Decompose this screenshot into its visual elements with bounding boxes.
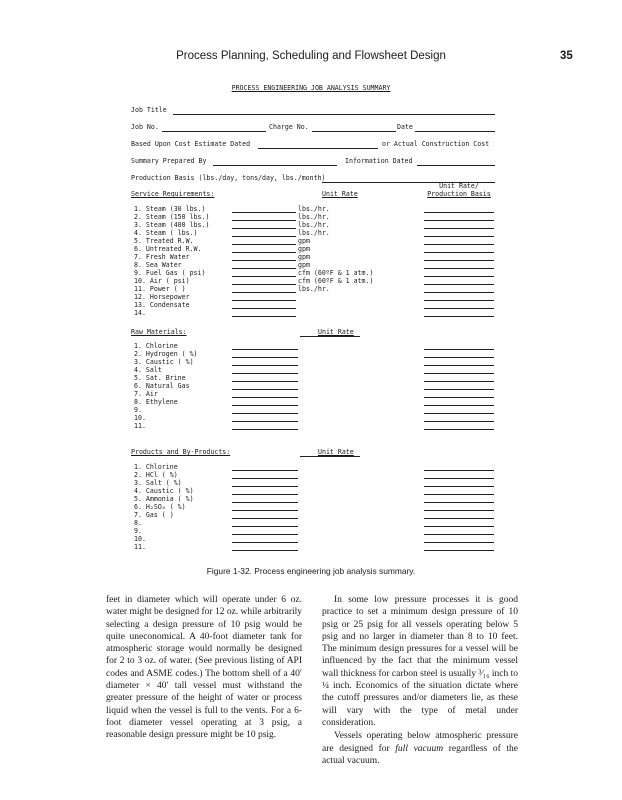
or-actual-label: or Actual Construction Cost (382, 140, 490, 148)
product-basis-line (424, 518, 494, 519)
list-item: 4. Steam ( lbs.) (134, 229, 198, 237)
raw-value-line (232, 349, 298, 350)
text-run: Vessels operating below atmospheric pressure are designed for (322, 731, 518, 754)
running-header: Process Planning, Scheduling and Flowsheet Design (176, 50, 446, 62)
list-item: 5. Ammonia ( %) (134, 495, 194, 503)
raw-value-line (232, 397, 298, 398)
service-value-line (232, 276, 296, 277)
production-basis-line (424, 252, 494, 253)
list-item: 1. Steam (30 lbs.) (134, 205, 206, 213)
list-item: 8. Sea Water (134, 261, 182, 269)
date-label: Date (397, 123, 413, 131)
product-value-line (232, 550, 298, 551)
production-basis-line (424, 260, 494, 261)
raw-value-line (232, 413, 298, 414)
product-value-line (232, 518, 298, 519)
form-title: PROCESS ENGINEERING JOB ANALYSIS SUMMARY (231, 84, 391, 92)
product-value-line (232, 486, 298, 487)
raw-basis-line (424, 373, 494, 374)
unit-label: lbs./hr. (298, 221, 330, 229)
list-item: 5. Treated R.W. (134, 237, 194, 245)
unit-label: gpm (298, 253, 310, 261)
list-item: 4. Caustic ( %) (134, 487, 194, 495)
raw-value-line (232, 357, 298, 358)
raw-value-line (232, 405, 298, 406)
product-basis-line (424, 542, 494, 543)
production-basis-label: Production Basis (lbs./day, tons/day, lbs./month) (131, 174, 326, 182)
list-item: 6. H₂SO₄ ( %) (134, 503, 186, 511)
service-value-line (232, 260, 296, 261)
product-basis-line (424, 486, 494, 487)
product-value-line (232, 470, 298, 471)
products-items-list (134, 463, 234, 551)
product-value-line (232, 502, 298, 503)
production-basis-line (424, 284, 494, 285)
production-basis-line (424, 212, 494, 213)
list-item: 14. (134, 309, 146, 317)
list-item: 3. Caustic ( %) (134, 358, 194, 366)
service-value-line (232, 292, 296, 293)
list-item: 3. Salt ( %) (134, 479, 182, 487)
job-title-label: Job Title (131, 106, 167, 114)
paragraph: In some low pressure processes it is good practice to set a minimum design pressure of 10 psig or 25 psig for all vessels operating below 5 psig and no larger in diameter than 8 to 10 feet. The minimum design pressures for a vessel will be influenced by the fact that the minimum vessel wall thickness for carbon steel is usually ³⁄₁₆ inch to ¼ inch. Economics of the situation dictate where the cutoff pressures and/or diameters lie, as these will vary with the type of metal under consideration. (322, 595, 519, 728)
production-basis-line (424, 300, 494, 301)
based-upon-line (258, 148, 378, 149)
figure-caption: Figure 1-32. Process engineering job analysis summary. (206, 566, 416, 576)
list-item: 10. (134, 414, 146, 422)
unit-label: lbs./hr. (298, 229, 330, 237)
raw-basis-line (424, 389, 494, 390)
job-title-line (173, 114, 495, 115)
list-item: 1. Chlorine (134, 463, 178, 471)
list-item: 3. Steam (400 lbs.) (134, 221, 210, 229)
product-basis-line (424, 550, 494, 551)
list-item: 5. Sat. Brine (134, 374, 186, 382)
list-item: 4. Salt (134, 366, 162, 374)
service-requirements-heading: Service Requirements: (131, 190, 215, 198)
service-value-line (232, 252, 296, 253)
raw-basis-line (424, 413, 494, 414)
products-heading: Products and By-Products: (131, 448, 231, 456)
list-item: 6. Natural Gas (134, 382, 190, 390)
date-line (415, 131, 495, 132)
service-value-line (232, 244, 296, 245)
unit-label: lbs./hr. (298, 213, 330, 221)
production-basis-line (424, 292, 494, 293)
charge-no-label: Charge No. (269, 123, 309, 131)
service-value-line (232, 284, 296, 285)
unit-label: lbs./hr. (298, 285, 330, 293)
service-value-line (232, 268, 296, 269)
list-item: 2. Hydrogen ( %) (134, 350, 198, 358)
service-value-line (232, 300, 296, 301)
raw-basis-line (424, 397, 494, 398)
raw-basis-line (424, 357, 494, 358)
left-column-text (106, 594, 302, 742)
raw-value-line (232, 389, 298, 390)
summary-by-line (213, 165, 337, 166)
list-item: 11. (134, 543, 146, 551)
list-item: 9. (134, 406, 142, 414)
production-basis-line (424, 276, 494, 277)
charge-no-line (312, 131, 396, 132)
product-value-line (232, 478, 298, 479)
product-value-line (232, 494, 298, 495)
raw-value-line (232, 421, 298, 422)
production-basis-line (424, 236, 494, 237)
product-value-line (232, 510, 298, 511)
job-no-label: Job No. (131, 123, 159, 131)
products-unit-rate-underline (300, 456, 360, 457)
raw-basis-line (424, 365, 494, 366)
product-basis-line (424, 478, 494, 479)
summary-by-label: Summary Prepared By (131, 157, 207, 165)
list-item: 7. Gas ( ) (134, 511, 174, 519)
product-basis-line (424, 494, 494, 495)
text-run: regardless of the actual vacuum. (322, 743, 518, 766)
list-item: 13. Condensate (134, 301, 190, 309)
unit-label: cfm (60ºF & 1 atm.) (298, 269, 374, 277)
list-item: 9. (134, 527, 142, 535)
list-item: 6. Untreated R.W. (134, 245, 202, 253)
raw-value-line (232, 429, 298, 430)
raw-unit-rate-underline (300, 336, 360, 337)
production-basis-heading: Production Basis (427, 190, 491, 198)
emphasis: full vacuum (395, 743, 444, 754)
raw-basis-line (424, 381, 494, 382)
unit-label: gpm (298, 237, 310, 245)
production-basis-line (424, 308, 494, 309)
page-number: 35 (560, 50, 573, 62)
service-value-line (232, 316, 296, 317)
raw-basis-line (424, 429, 494, 430)
raw-basis-line (424, 421, 494, 422)
service-value-line (232, 228, 296, 229)
list-item: 1. Chlorine (134, 342, 178, 350)
list-item: 10. (134, 535, 146, 543)
production-basis-line (424, 268, 494, 269)
list-item: 7. Fresh Water (134, 253, 190, 261)
unit-rate-per-heading: Unit Rate/ (439, 182, 479, 190)
list-item: 12. Horsepower (134, 293, 190, 301)
raw-unit-rate-heading: Unit Rate (318, 328, 354, 336)
raw-value-line (232, 381, 298, 382)
list-item: 10. Air ( psi) (134, 277, 190, 285)
product-basis-line (424, 470, 494, 471)
unit-label: gpm (298, 261, 310, 269)
right-column-text (322, 594, 518, 767)
product-value-line (232, 534, 298, 535)
production-basis-line (424, 220, 494, 221)
info-dated-label: Information Dated (345, 157, 413, 165)
paragraph (322, 730, 518, 767)
service-value-line (232, 220, 296, 221)
service-units-list (298, 205, 408, 293)
service-value-line (232, 236, 296, 237)
product-basis-line (424, 510, 494, 511)
list-item: 7. Air (134, 390, 158, 398)
info-dated-line (417, 165, 495, 166)
product-basis-line (424, 526, 494, 527)
service-items-list (134, 205, 210, 317)
raw-basis-line (424, 405, 494, 406)
based-upon-label: Based Upon Cost Estimate Dated (131, 140, 251, 148)
product-basis-line (424, 502, 494, 503)
unit-label: lbs./hr. (298, 205, 330, 213)
product-value-line (232, 526, 298, 527)
list-item: 8. Ethylene (134, 398, 178, 406)
list-item: 11. Power ( ) (134, 285, 186, 293)
list-item: 2. HCl ( %) (134, 471, 178, 479)
list-item: 9. Fuel Gas ( psi) (134, 269, 206, 277)
production-basis-line (424, 228, 494, 229)
products-unit-rate-heading: Unit Rate (318, 448, 354, 456)
raw-value-line (232, 373, 298, 374)
raw-basis-line (424, 349, 494, 350)
paragraph: feet in diameter which will operate under 6 oz. water might be designed for 12 oz. while arbitrarily selecting a design pressure of 10 psig would be quite uneconomical. A 40-foot diameter tank for atmospheric storage would normally be designed for 2 to 3 oz. of water. (See previous listing of API codes and ASME codes.) The bottom shell of a 40′ diameter × 40′ tall vessel must withstand the greater pressure of the height of water or process liquid when the vessel is full to the vents. For a 6-foot diameter vessel operating at 3 psig, a reasonable design pressure might be 10 psig. (106, 595, 303, 741)
production-basis-line (424, 244, 494, 245)
product-value-line (232, 542, 298, 543)
unit-label: cfm (60ºF & 1 atm.) (298, 277, 374, 285)
production-basis-line (424, 316, 494, 317)
job-no-line (162, 131, 266, 132)
unit-label: gpm (298, 245, 310, 253)
service-value-line (232, 308, 296, 309)
list-item: 2. Steam (150 lbs.) (134, 213, 210, 221)
raw-materials-heading: Raw Materials: (131, 328, 187, 336)
list-item: 8. (134, 519, 142, 527)
unit-rate-heading: Unit Rate (322, 190, 358, 198)
list-item: 11. (134, 422, 146, 430)
raw-items-list (134, 342, 234, 430)
raw-value-line (232, 365, 298, 366)
product-basis-line (424, 534, 494, 535)
service-value-line (232, 212, 296, 213)
